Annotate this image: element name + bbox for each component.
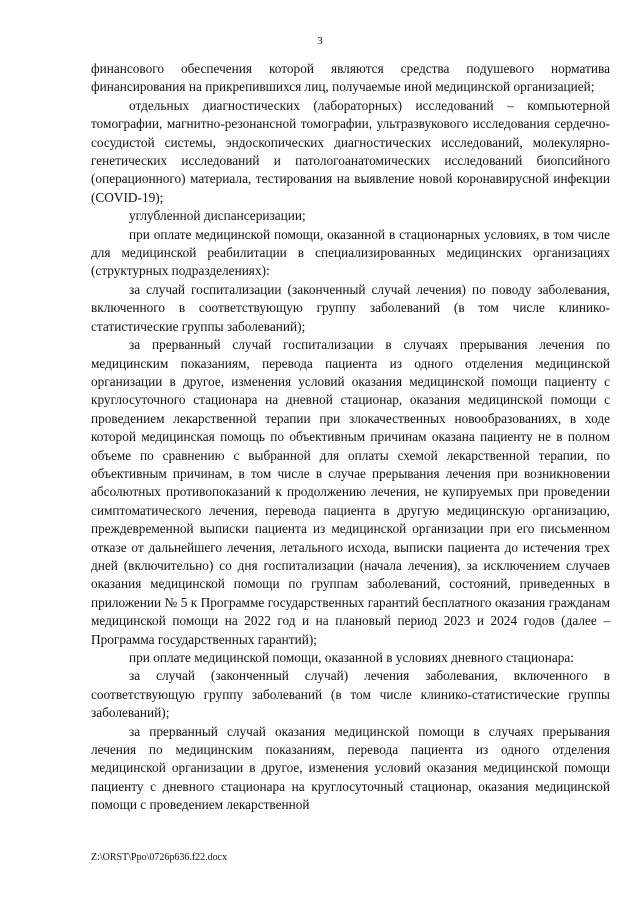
paragraph-day-hospital-payment: при оплате медицинской помощи, оказанной в условиях дневного стационара: bbox=[129, 650, 574, 665]
paragraph-diagnostic-studies: отдельных диагностических (лабораторных) исследований – компьютерной томографии, магнитно-резонансной томографии, ультразвукового исследования сердечно-сосудистой системы, эндоскопических диагностических исследований, молекулярно-генетических исследований и патологоанатомических исследований биопсийного (операционного) материала, тестирования на выявление новой коронавирусной инфекции (COVID-19); bbox=[91, 97, 610, 205]
paragraph-day-hospital-interrupted: за прерванный случай оказания медицинской помощи в случаях прерывания лечения по медицинским показаниям, перевода пациента из одного отделения медицинской организации в другое, изменения условий оказания медицинской помощи пациенту с дневного стационара на круглосуточный стационар, оказания медицинской помощи с проведением лекарственной bbox=[91, 723, 610, 813]
paragraph-interrupted-hospitalization: за прерванный случай госпитализации в случаях прерывания лечения по медицинским показаниям, перевода пациента из одного отделения медицинской организации в другое, изменения условий оказания медицинской помощи пациенту с круглосуточного стационара на дневной стационар, оказания медицинской помощи с проведением лекарственной терапии при злокачественных новообразованиях, в ходе которой медицинская помощь по объективным причинам оказана пациенту не в полном объеме по сравнению с выбранной для оплаты схемой лекарственной терапии, по объективным причинам, в том числе в случае прерывания лечения при возникновении абсолютных противопоказаний к продолжению лечения, не купируемых при проведении симптоматического лечения, перевода пациента в другую медицинскую организацию, преждевременной выписки пациента из медицинской организации при его письменном отказе от дальнейшего лечения, летального исхода, выписки пациента до истечения трех дней (включительно) со дня госпитализации (начала лечения), за исключением случаев оказания медицинской помощи по группам заболеваний, состояний, приведенных в приложении № 5 к Программе государственных гарантий бесплатного оказания гражданам медицинской помощи на 2022 год и на плановый период 2023 и 2024 годов (далее – Программа государственных гарантий); bbox=[91, 337, 610, 647]
footer-file-path: Z:\ORST\Ppo\0726p636.f22.docx bbox=[91, 852, 228, 863]
paragraph-day-hospital-case: за случай (законченный случай) лечения заболевания, включенного в соответствующую группу заболеваний (в том числе клинико-статистические группы заболеваний); bbox=[91, 668, 610, 721]
page-number: 3 bbox=[317, 35, 323, 47]
paragraph-hospitalization-case: за случай госпитализации (законченный случай лечения) по поводу заболевания, включенного в соответствующую группу заболеваний (в том числе клинико-статистические группы заболеваний); bbox=[91, 281, 610, 334]
document-body bbox=[91, 60, 610, 815]
paragraph-in-depth-screening: углубленной диспансеризации; bbox=[129, 208, 306, 224]
paragraph-continuation: финансового обеспечения которой являются средства подушевого норматива финансирования на прикрепившихся лиц, получаемые иной медицинской организацией; bbox=[91, 61, 610, 95]
paragraph-inpatient-payment: при оплате медицинской помощи, оказанной в стационарных условиях, в том числе для медицинской реабилитации в специализированных медицинских организациях (структурных подразделениях): bbox=[91, 226, 610, 279]
